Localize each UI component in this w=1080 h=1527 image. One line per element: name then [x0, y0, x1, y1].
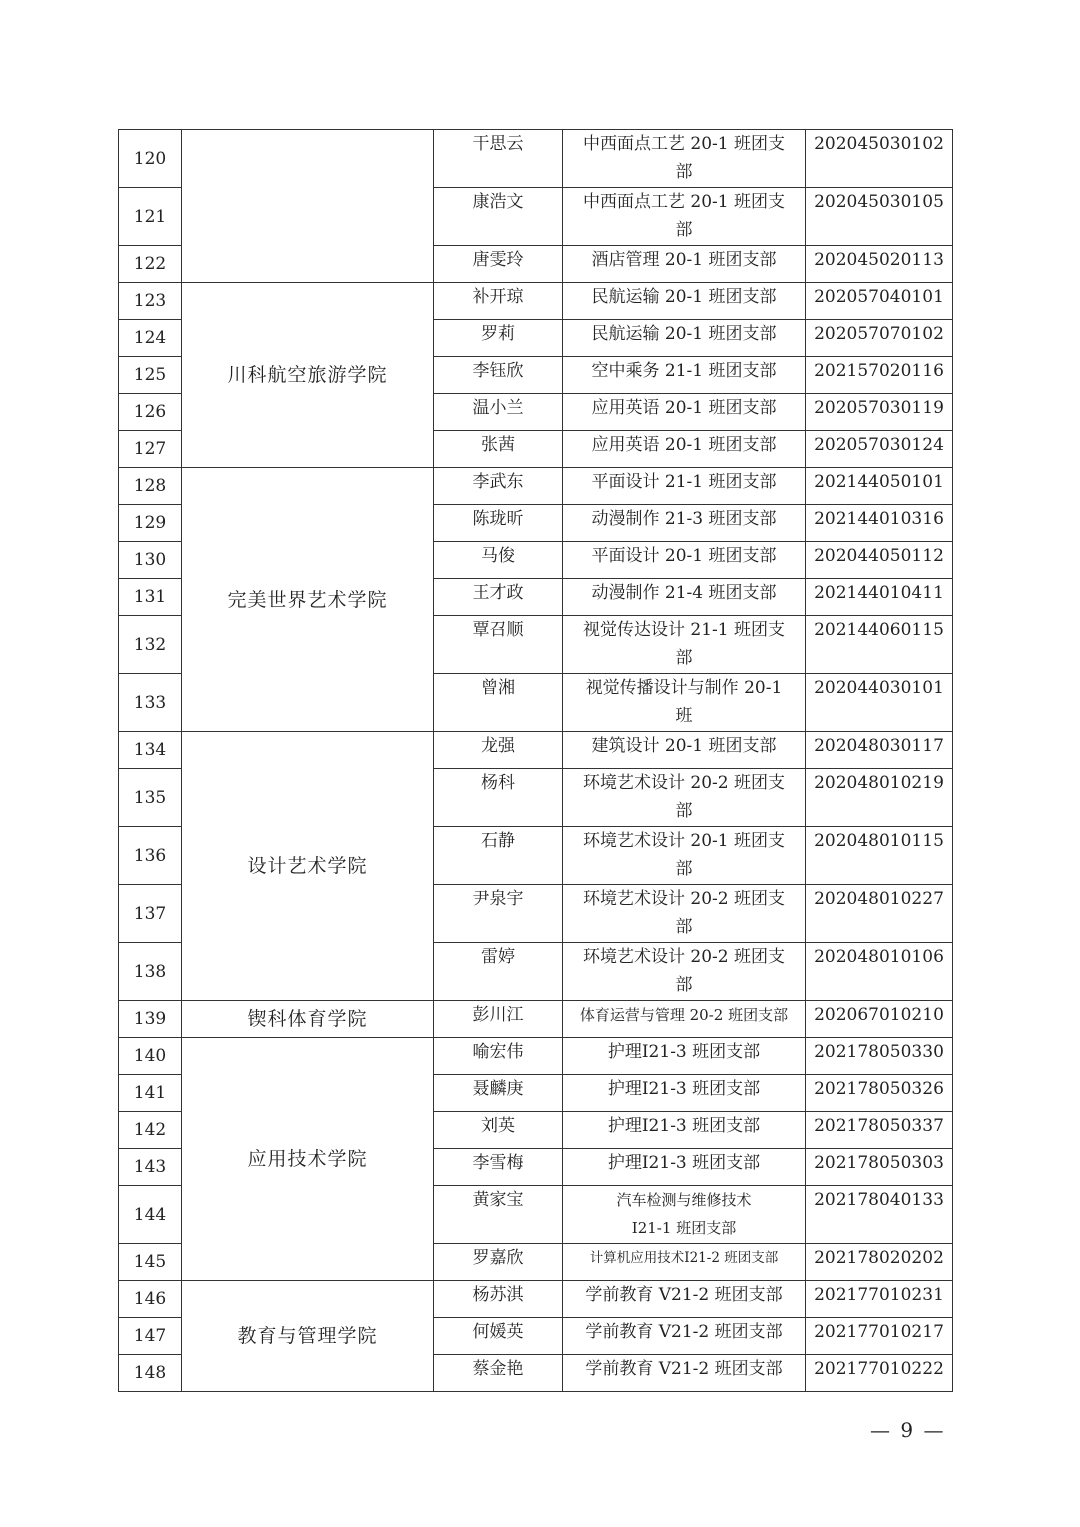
- league-branch: 平面设计 21-1 班团支部: [563, 468, 806, 505]
- student-id: 202045030102: [806, 130, 953, 188]
- student-id: 202048030117: [806, 732, 953, 769]
- league-branch: 中西面点工艺 20-1 班团支部: [563, 188, 806, 246]
- college-name: 设计艺术学院: [182, 732, 434, 1001]
- student-id: 202045030105: [806, 188, 953, 246]
- member-table: [118, 129, 953, 1392]
- member-name: 张茜: [434, 431, 563, 468]
- member-name: 罗莉: [434, 320, 563, 357]
- member-name: 康浩文: [434, 188, 563, 246]
- member-name: 王才政: [434, 579, 563, 616]
- student-id: 202057070102: [806, 320, 953, 357]
- member-name: 陈珑昕: [434, 505, 563, 542]
- league-branch: 空中乘务 21-1 班团支部: [563, 357, 806, 394]
- student-id: 202144010411: [806, 579, 953, 616]
- row-number: 124: [119, 320, 182, 357]
- college-name: [182, 130, 434, 283]
- league-branch: 护理Ⅰ21-3 班团支部: [563, 1038, 806, 1075]
- row-number: 133: [119, 674, 182, 732]
- league-branch: 应用英语 20-1 班团支部: [563, 394, 806, 431]
- member-name: 雷婷: [434, 943, 563, 1001]
- league-branch: 酒店管理 20-1 班团支部: [563, 246, 806, 283]
- row-number: 131: [119, 579, 182, 616]
- student-id: 202057030119: [806, 394, 953, 431]
- league-branch: 视觉传达设计 21-1 班团支部: [563, 616, 806, 674]
- row-number: 127: [119, 431, 182, 468]
- row-number: 120: [119, 130, 182, 188]
- league-branch: 建筑设计 20-1 班团支部: [563, 732, 806, 769]
- college-name: 锲科体育学院: [182, 1001, 434, 1038]
- row-number: 148: [119, 1355, 182, 1392]
- member-name: 刘英: [434, 1112, 563, 1149]
- student-id: 202178050337: [806, 1112, 953, 1149]
- member-name: 石静: [434, 827, 563, 885]
- row-number: 126: [119, 394, 182, 431]
- row-number: 128: [119, 468, 182, 505]
- member-name: 李钰欣: [434, 357, 563, 394]
- table-row: [119, 1001, 953, 1038]
- student-id: 202144010316: [806, 505, 953, 542]
- row-number: 123: [119, 283, 182, 320]
- league-branch: 动漫制作 21-4 班团支部: [563, 579, 806, 616]
- member-name: 覃召顺: [434, 616, 563, 674]
- row-number: 145: [119, 1244, 182, 1281]
- table-row: [119, 732, 953, 769]
- league-branch: 护理Ⅰ21-3 班团支部: [563, 1112, 806, 1149]
- member-name: 曾湘: [434, 674, 563, 732]
- student-id: 202178040133: [806, 1186, 953, 1244]
- league-branch: 学前教育 V21-2 班团支部: [563, 1355, 806, 1392]
- member-name: 聂麟庚: [434, 1075, 563, 1112]
- league-branch: 计算机应用技术Ⅰ21-2 班团支部: [563, 1244, 806, 1281]
- member-name: 补开琼: [434, 283, 563, 320]
- student-id: 202048010227: [806, 885, 953, 943]
- member-name: 马俊: [434, 542, 563, 579]
- student-id: 202044050112: [806, 542, 953, 579]
- table-row: [119, 130, 953, 188]
- member-name: 彭川江: [434, 1001, 563, 1038]
- member-name: 温小兰: [434, 394, 563, 431]
- league-branch: 体育运营与管理 20-2 班团支部: [563, 1001, 806, 1038]
- member-name: 杨苏淇: [434, 1281, 563, 1318]
- member-name: 李武东: [434, 468, 563, 505]
- league-branch: 民航运输 20-1 班团支部: [563, 320, 806, 357]
- student-id: 202048010219: [806, 769, 953, 827]
- member-name: 李雪梅: [434, 1149, 563, 1186]
- row-number: 138: [119, 943, 182, 1001]
- league-branch: 环境艺术设计 20-2 班团支部: [563, 769, 806, 827]
- league-branch: 学前教育 V21-2 班团支部: [563, 1281, 806, 1318]
- member-name: 干思云: [434, 130, 563, 188]
- table-row: [119, 283, 953, 320]
- member-name: 罗嘉欣: [434, 1244, 563, 1281]
- table-body: [119, 130, 953, 1392]
- member-name: 尹泉宇: [434, 885, 563, 943]
- student-id: 202048010106: [806, 943, 953, 1001]
- student-id: 202067010210: [806, 1001, 953, 1038]
- row-number: 140: [119, 1038, 182, 1075]
- student-id: 202044030101: [806, 674, 953, 732]
- row-number: 132: [119, 616, 182, 674]
- row-number: 141: [119, 1075, 182, 1112]
- row-number: 129: [119, 505, 182, 542]
- college-name: 完美世界艺术学院: [182, 468, 434, 732]
- college-name: 教育与管理学院: [182, 1281, 434, 1392]
- member-name: 黄家宝: [434, 1186, 563, 1244]
- row-number: 134: [119, 732, 182, 769]
- row-number: 147: [119, 1318, 182, 1355]
- student-id: 202178050330: [806, 1038, 953, 1075]
- student-id: 202057030124: [806, 431, 953, 468]
- college-name: 应用技术学院: [182, 1038, 434, 1281]
- student-id: 202045020113: [806, 246, 953, 283]
- student-id: 202048010115: [806, 827, 953, 885]
- member-name: 蔡金艳: [434, 1355, 563, 1392]
- league-branch: 学前教育 V21-2 班团支部: [563, 1318, 806, 1355]
- row-number: 122: [119, 246, 182, 283]
- league-branch: 护理Ⅰ21-3 班团支部: [563, 1149, 806, 1186]
- league-branch: 中西面点工艺 20-1 班团支部: [563, 130, 806, 188]
- member-name: 杨科: [434, 769, 563, 827]
- league-branch: 环境艺术设计 20-1 班团支部: [563, 827, 806, 885]
- member-name: 唐雯玲: [434, 246, 563, 283]
- member-name: 喻宏伟: [434, 1038, 563, 1075]
- league-branch: 环境艺术设计 20-2 班团支部: [563, 885, 806, 943]
- table-row: [119, 1281, 953, 1318]
- student-id: 202157020116: [806, 357, 953, 394]
- row-number: 130: [119, 542, 182, 579]
- row-number: 121: [119, 188, 182, 246]
- league-branch: 视觉传播设计与制作 20-1 班: [563, 674, 806, 732]
- row-number: 144: [119, 1186, 182, 1244]
- student-id: 202178020202: [806, 1244, 953, 1281]
- row-number: 143: [119, 1149, 182, 1186]
- row-number: 142: [119, 1112, 182, 1149]
- student-id: 202177010231: [806, 1281, 953, 1318]
- row-number: 125: [119, 357, 182, 394]
- league-branch: 平面设计 20-1 班团支部: [563, 542, 806, 579]
- page-number: — 9 —: [870, 1418, 946, 1442]
- student-id: 202057040101: [806, 283, 953, 320]
- student-id: 202178050303: [806, 1149, 953, 1186]
- student-id: 202177010222: [806, 1355, 953, 1392]
- league-branch: 应用英语 20-1 班团支部: [563, 431, 806, 468]
- student-id: 202144060115: [806, 616, 953, 674]
- league-branch: 动漫制作 21-3 班团支部: [563, 505, 806, 542]
- student-id: 202177010217: [806, 1318, 953, 1355]
- table-row: [119, 468, 953, 505]
- table-row: [119, 1038, 953, 1075]
- college-name: 川科航空旅游学院: [182, 283, 434, 468]
- row-number: 146: [119, 1281, 182, 1318]
- league-branch: 环境艺术设计 20-2 班团支部: [563, 943, 806, 1001]
- league-branch: 民航运输 20-1 班团支部: [563, 283, 806, 320]
- row-number: 137: [119, 885, 182, 943]
- student-id: 202144050101: [806, 468, 953, 505]
- student-id: 202178050326: [806, 1075, 953, 1112]
- row-number: 139: [119, 1001, 182, 1038]
- member-name: 龙强: [434, 732, 563, 769]
- row-number: 136: [119, 827, 182, 885]
- league-branch: 护理Ⅰ21-3 班团支部: [563, 1075, 806, 1112]
- member-name: 何媛英: [434, 1318, 563, 1355]
- row-number: 135: [119, 769, 182, 827]
- league-branch: 汽车检测与维修技术Ⅰ21-1 班团支部: [563, 1186, 806, 1244]
